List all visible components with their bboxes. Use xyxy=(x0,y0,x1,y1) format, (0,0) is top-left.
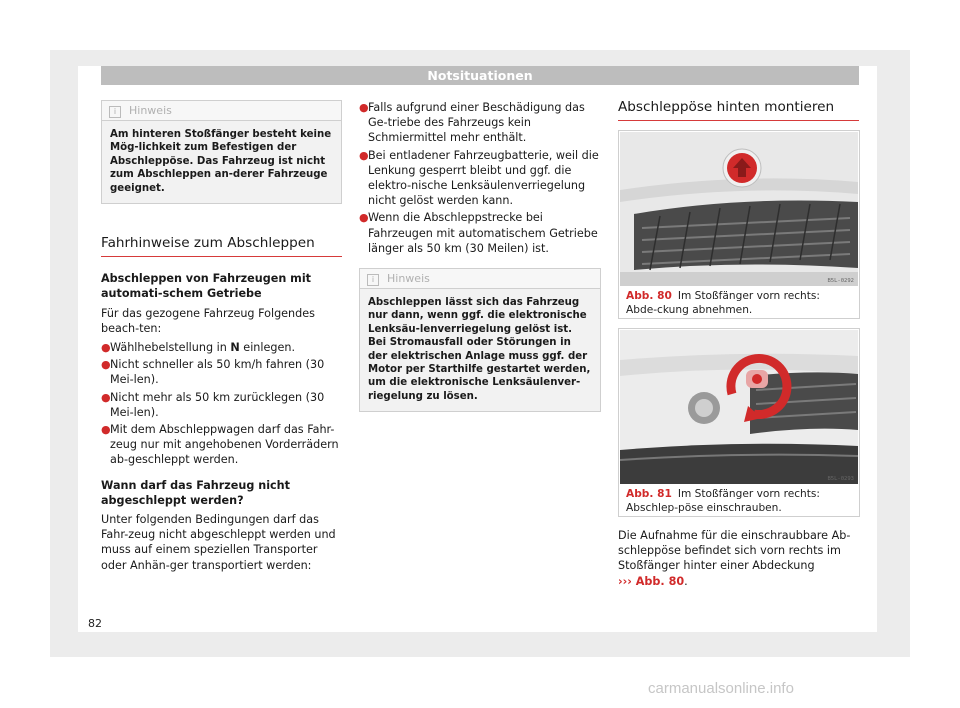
note-header xyxy=(102,101,341,121)
bullet-icon: ● xyxy=(359,211,369,225)
list-item: ● Wählhebelstellung in N einlegen. xyxy=(101,341,296,355)
note-label: Hinweis xyxy=(387,272,430,286)
bullet-icon: ● xyxy=(101,358,111,372)
paragraph: Unter folgenden Bedingungen darf das Fahr-zeug nicht abgeschleppt werden und muss auf einem speziellen Transporter oder Anhän-ger transportiert werden: xyxy=(101,513,336,572)
note-text: Abschleppen lässt sich das Fahrzeug nur dann, wenn ggf. die elektronische Lenksäu-lenverriegelung gelöst ist. Bei Stromausfall oder Störungen in der elektrischen Anlage muss ggf. der Motor per Starthilfe gestartet werden, um die elektronische Lenksäulenver-riegelung zu lösen. xyxy=(368,297,591,402)
figure-81 xyxy=(618,328,860,517)
note-box xyxy=(359,268,601,412)
note-label: Hinweis xyxy=(129,104,172,117)
column-right-text xyxy=(618,528,854,589)
tow-eye-illustration xyxy=(620,330,858,484)
intro-text: Für das gezogene Fahrzeug Folgendes beach-ten: xyxy=(101,306,315,335)
tow-eye-photo xyxy=(620,330,858,484)
bullet-icon: ● xyxy=(359,101,369,114)
bullet-icon: ● xyxy=(101,341,111,355)
bumper-cover-illustration xyxy=(620,132,858,286)
figure-80 xyxy=(618,130,860,319)
bullet-icon: ● xyxy=(101,423,111,437)
column-left xyxy=(101,100,342,573)
figure-reference[interactable]: ››› Abb. 80 xyxy=(618,574,685,588)
list-item: ● Bei entladener Fahrzeugbatterie, weil die Lenkung gesperrt bleibt und ggf. die elektro-nische Lenksäulenverriegelung nicht gelöst werden kann. xyxy=(359,148,599,208)
watermark: carmanualsonline.info xyxy=(648,680,794,697)
info-icon: i xyxy=(367,274,379,286)
subheading: Abschleppen von Fahrzeugen mit automati-schem Getriebe xyxy=(101,272,312,301)
list-item: ● Wenn die Abschleppstrecke bei Fahrzeugen mit automatischem Getriebe länger als 50 km (30 Meilen) ist. xyxy=(359,211,598,255)
note-text: Am hinteren Stoßfänger besteht keine Mög-lichkeit zum Befestigen der Abschleppöse. Das Fahrzeug ist nicht zum Abschleppen an-derer Fahrzeuge geeignet. xyxy=(110,129,332,194)
section-title: Fahrhinweise zum Abschleppen xyxy=(101,236,342,257)
section-title: Abschleppöse hinten montieren xyxy=(618,100,859,121)
chapter-header: Notsituationen xyxy=(101,66,859,85)
bullet-icon: ● xyxy=(101,390,111,404)
note-header xyxy=(360,269,600,289)
figure-caption: Abb. 81 Im Stoßfänger vorn rechts: Abschlep-pöse einschrauben. xyxy=(626,488,820,514)
bullet-icon: ● xyxy=(359,148,369,162)
info-icon: i xyxy=(109,106,121,118)
note-box xyxy=(101,100,342,204)
image-code: B5L-0293 xyxy=(827,476,854,482)
column-right xyxy=(618,100,859,121)
page-number: 82 xyxy=(88,617,102,630)
column-middle xyxy=(359,100,601,412)
bumper-cover-photo xyxy=(620,132,858,286)
image-code: B5L-0292 xyxy=(827,278,854,284)
list-item: ● Nicht schneller als 50 km/h fahren (30 Mei-len). xyxy=(101,358,325,387)
paragraph: Die Aufnahme für die einschraubbare Ab-schleppöse befindet sich vorn rechts im Stoßfänger hinter einer Abdeckung ››› Abb. 80. xyxy=(618,529,851,588)
list-item: ● Mit dem Abschleppwagen darf das Fahr-zeug nur mit angehobenen Vorderrädern ab-geschleppt werden. xyxy=(101,423,339,467)
list-item: ● Nicht mehr als 50 km zurücklegen (30 Mei-len). xyxy=(101,390,325,419)
subheading: Wann darf das Fahrzeug nicht abgeschleppt werden? xyxy=(101,478,290,507)
figure-caption: Abb. 80 Im Stoßfänger vorn rechts: Abde-ckung abnehmen. xyxy=(626,290,820,316)
list-item: ● Falls aufgrund einer Beschädigung das Ge-triebe des Fahrzeugs kein Schmiermittel mehr enthält. xyxy=(359,101,585,145)
